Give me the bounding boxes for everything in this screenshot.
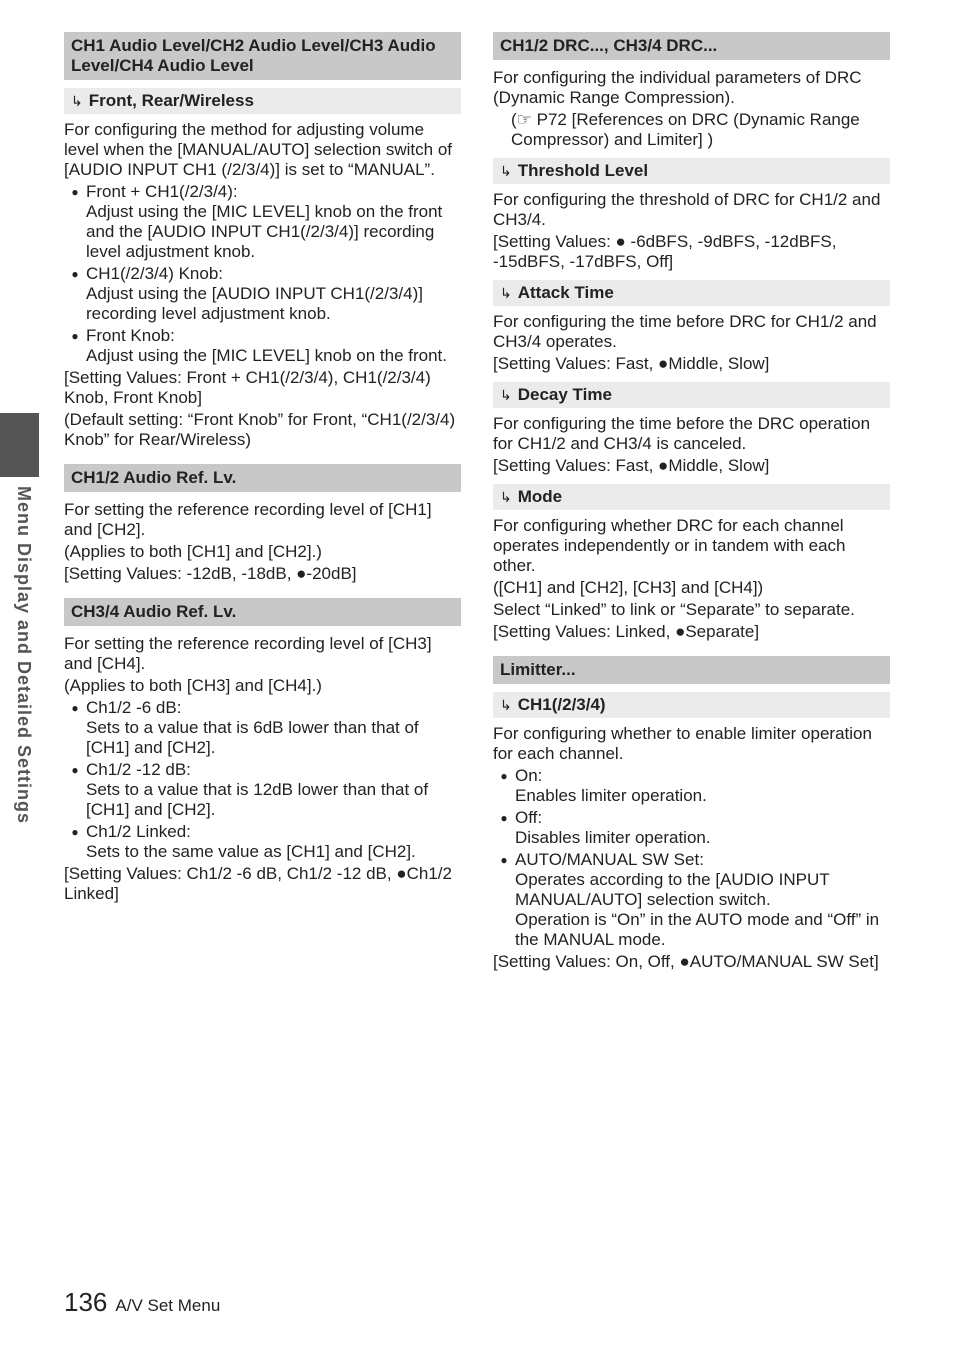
list-item-desc: Operation is “On” in the AUTO mode and “Off” in the MANUAL mode.: [515, 910, 880, 949]
list-item-desc: Sets to a value that is 6dB lower than that of [CH1] and [CH2].: [86, 718, 419, 757]
list-item: [64, 698, 461, 758]
setting-values: [Setting Values: ● -6dBFS, -9dBFS, -12dBFS, -15dBFS, -17dBFS, Off]: [493, 232, 837, 271]
subsection-header-attack: [493, 280, 890, 306]
left-column: [64, 32, 461, 906]
paragraph: For configuring whether to enable limiter operation for each channel.: [493, 724, 872, 763]
subsection-header-decay: [493, 382, 890, 408]
paragraph: For configuring the individual parameters of DRC (Dynamic Range Compression).: [493, 68, 862, 107]
section-header-drc: CH1/2 DRC..., CH3/4 DRC...: [493, 32, 890, 60]
bullet-icon: ●: [71, 763, 79, 777]
list-item: [64, 326, 461, 366]
subsection-label: Front, Rear/Wireless: [88, 91, 254, 110]
page-reference: (☞ P72 [References on DRC (Dynamic Range Compressor) and Limiter] ): [511, 110, 860, 149]
bullet-icon: ●: [71, 701, 79, 715]
paragraph: For configuring the time before the DRC operation for CH1/2 and CH3/4 is canceled.: [493, 414, 871, 453]
list-item-desc: Sets to the same value as [CH1] and [CH2].: [86, 842, 416, 861]
list-item-title: Ch1/2 Linked:: [86, 822, 191, 841]
subitem-arrow-icon: ↳: [500, 163, 512, 179]
list-item: [64, 822, 461, 862]
list-item: [64, 264, 461, 324]
setting-values: [Setting Values: -12dB, -18dB, ●-20dB]: [64, 564, 357, 583]
paragraph: For configuring the method for adjusting volume level when the [MANUAL/AUTO] selection switch of [AUDIO INPUT CH1 (/2/3/4)] is set to “MANUAL”.: [64, 120, 453, 179]
paragraph: (Applies to both [CH1] and [CH2].): [64, 542, 322, 561]
subsection-label: Mode: [517, 487, 563, 506]
section-header-limiter: Limitter...: [493, 656, 890, 684]
page-footer: [64, 1287, 221, 1317]
bullet-icon: ●: [500, 769, 508, 783]
default-setting-note: (Default setting: “Front Knob” for Front, “CH1(/2/3/4) Knob” for Rear/Wireless): [64, 410, 456, 449]
bullet-icon: ●: [71, 329, 79, 343]
subitem-arrow-icon: ↳: [71, 93, 83, 109]
list-item-title: Front Knob:: [86, 326, 175, 345]
page-number: 136: [64, 1287, 108, 1317]
section-header-ch34-ref-lv: CH3/4 Audio Ref. Lv.: [64, 598, 461, 626]
subsection-label: Attack Time: [517, 283, 614, 302]
list-item: [493, 766, 890, 806]
subsection-header-mode: [493, 484, 890, 510]
list-item-title: Off:: [515, 808, 543, 827]
setting-values: [Setting Values: On, Off, ●AUTO/MANUAL SW Set]: [493, 952, 879, 971]
section-header-ch12-ref-lv: CH1/2 Audio Ref. Lv.: [64, 464, 461, 492]
section-header-ch-audio-level: CH1 Audio Level/CH2 Audio Level/CH3 Audio Level/CH4 Audio Level: [64, 32, 461, 80]
list-item-desc: Adjust using the [AUDIO INPUT CH1(/2/3/4)] recording level adjustment knob.: [86, 284, 423, 323]
list-item: [64, 182, 461, 262]
setting-values: [Setting Values: Ch1/2 -6 dB, Ch1/2 -12 dB, ●Ch1/2 Linked]: [64, 864, 452, 903]
bullet-icon: ●: [71, 825, 79, 839]
setting-values: [Setting Values: Front + CH1(/2/3/4), CH1(/2/3/4) Knob, Front Knob]: [64, 368, 431, 407]
subitem-arrow-icon: ↳: [500, 489, 512, 505]
paragraph: For configuring the threshold of DRC for CH1/2 and CH3/4.: [493, 190, 881, 229]
footer-section-label: A/V Set Menu: [115, 1296, 221, 1315]
bullet-icon: ●: [500, 811, 508, 825]
bullet-icon: ●: [500, 853, 508, 867]
paragraph: Select “Linked” to link or “Separate” to separate.: [493, 600, 855, 619]
bullet-icon: ●: [71, 185, 79, 199]
subitem-arrow-icon: ↳: [500, 697, 512, 713]
subitem-arrow-icon: ↳: [500, 387, 512, 403]
list-item: [493, 850, 890, 950]
paragraph: (Applies to both [CH3] and [CH4].): [64, 676, 322, 695]
list-item-desc: Adjust using the [MIC LEVEL] knob on the front and the [AUDIO INPUT CH1(/2/3/4)] recording level adjustment knob.: [86, 202, 443, 261]
paragraph: ([CH1] and [CH2], [CH3] and [CH4]): [493, 578, 764, 597]
subsection-header-threshold: [493, 158, 890, 184]
list-item-desc: Adjust using the [MIC LEVEL] knob on the front.: [86, 346, 447, 365]
list-item-desc: Operates according to the [AUDIO INPUT MANUAL/AUTO] selection switch.: [515, 870, 830, 909]
list-item: [64, 760, 461, 820]
list-item: [493, 808, 890, 848]
list-item-title: CH1(/2/3/4) Knob:: [86, 264, 224, 283]
subitem-arrow-icon: ↳: [500, 285, 512, 301]
list-item-desc: Enables limiter operation.: [515, 786, 707, 805]
bullet-icon: ●: [71, 267, 79, 281]
subsection-label: Threshold Level: [517, 161, 649, 180]
paragraph: For setting the reference recording level of [CH3] and [CH4].: [64, 634, 432, 673]
list-item-title: Front + CH1(/2/3/4):: [86, 182, 238, 201]
list-item-title: Ch1/2 -12 dB:: [86, 760, 191, 779]
subsection-header-front-rear: [64, 88, 461, 114]
paragraph: For configuring the time before DRC for CH1/2 and CH3/4 operates.: [493, 312, 877, 351]
right-column: [493, 32, 890, 974]
chapter-tab-marker: [0, 413, 39, 477]
subsection-header-limiter-ch: [493, 692, 890, 718]
list-item-title: AUTO/MANUAL SW Set:: [515, 850, 704, 869]
paragraph: For configuring whether DRC for each channel operates independently or in tandem with each other.: [493, 516, 846, 575]
list-item-desc: Sets to a value that is 12dB lower than that of [CH1] and [CH2].: [86, 780, 429, 819]
paragraph: For setting the reference recording level of [CH1] and [CH2].: [64, 500, 432, 539]
list-item-title: Ch1/2 -6 dB:: [86, 698, 182, 717]
chapter-side-label: Menu Display and Detailed Settings: [14, 486, 34, 825]
setting-values: [Setting Values: Fast, ●Middle, Slow]: [493, 456, 770, 475]
setting-values: [Setting Values: Fast, ●Middle, Slow]: [493, 354, 770, 373]
subsection-label: CH1(/2/3/4): [517, 695, 606, 714]
list-item-desc: Disables limiter operation.: [515, 828, 711, 847]
subsection-label: Decay Time: [517, 385, 612, 404]
list-item-title: On:: [515, 766, 543, 785]
setting-values: [Setting Values: Linked, ●Separate]: [493, 622, 760, 641]
